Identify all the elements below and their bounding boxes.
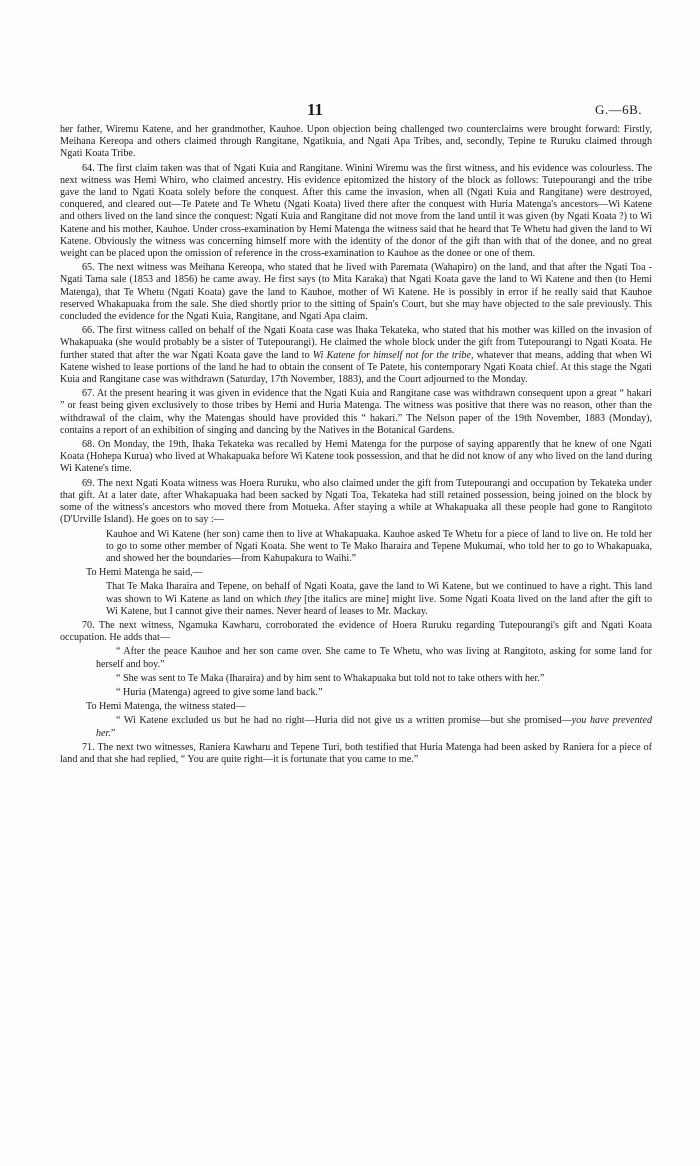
paragraph-q1: [60, 529, 652, 566]
paragraph-text: , whatever that means, adding that when Wi Katene wished to lease portions of the land he had to obtain the consent of Te Patete, his contemporary Ngati Koata chief. At this stage the Ngati Kuia and Rangitane case was withdrawn (Saturday, 17th November, 1883), and the Court adjourned to the Monday.: [60, 349, 653, 386]
paragraph-text: “ She was sent to Te Maka (Iharaira) and by him sent to Whakapuaka but told not to take others with her.”: [116, 672, 545, 684]
paragraph-q4: [60, 673, 652, 685]
paragraph-text: 66. The first witness called on behalf of the Ngati Koata case was Ihaka Tekateka, who stated that his mother was killed on the invasion of Whakapuaka (she would probably be a sister of Tutepourangi). He claimed the whole block under the gift from Tutepourangi to Ngati Koata. He further stated that after the war Ngati Koata gave the land to: [60, 325, 652, 361]
paragraph-text: 64. The first claim taken was that of Ngati Kuia and Rangitane. Winini Wiremu was the first witness, and his evidence was colourless. The next witness was Hemi Whiro, who claimed ancestry. His evidence epitomized the history of the block as follows: Tutepourangi and the tribe gave the land to Ngati Koata solely before the conquest. After this came the invasion, when all (Ngati Kuia and Rangitane) were destroyed, conquered, and cleared out—Te Patete and Te Whetu (Ngati Koata) lived there after the conquest with Huria Matenga's ancestors—Wi Katene and others lived on the land since the conquest: Ngati Kuia and Rangitane did not move from the land until it was given (by Ngati Koata ?) to Wi Katene and his mother, Kauhoe. Under cross-examination by Hemi Matenga the witness said that he heard that Te Whetu had given the land to Wi Katene. Obviously the witness was concerning himself more with the identity of the donor of the gift than with that of the donee, and no great weight can be placed upon the omission of reference in the cross-examination to Kauhoe as the donee or one of them.: [60, 162, 652, 260]
paragraph-text: 65. The next witness was Meihana Kereopa, who stated that he lived with Paremata (Wahapiro) on the land, and that after the Ngati Toa - Ngati Tama sale (1853 and 1856) he came away. He first says (to Mita Karaka) that Ngati Koata gave the land to Wi Katene and then (to Hemi Matenga), that Te Whetu (Ngati Koata) gave the land to Kauhoe, mother of Wi Katene. He is possibly in error if he really said that Kauhoe reserved Whakapuaka from the sale. She died shortly prior to the sitting of Spain's Court, but she may have objected to the sale previously. This concluded the evidence for the Ngati Kuia, Rangitane, and Ngati Apa claim.: [60, 262, 652, 323]
italic-text: you have prevented her.: [96, 715, 652, 739]
paragraph-q2: [60, 581, 652, 618]
paragraph-text: 67. At the present hearing it was given in evidence that the Ngati Kuia and Rangitane case was withdrawn consequent upon a great “ hakari ” or feast being given exclusively to those tribes by Hemi and Huria Matenga. The witness was positive that there was no reason, other than the withdrawal of the claim, why the Matengas should have provided this “ hakari.” The Nelson paper of the 19th November, 1883 (Monday), contains a report of an exhibition of singing and dancing by the Natives in the Botanical Gardens.: [60, 388, 652, 436]
paragraph-text: That Te Maka Iharaira and Tepene, on behalf of Ngati Koata, gave the land to Wi Katene, but we continued to have a right. This land was shown to Wi Katene as land on which: [106, 581, 652, 605]
paragraph-p68: [60, 439, 652, 476]
paragraph-p66: [60, 325, 652, 386]
italic-text: they: [284, 593, 302, 605]
paragraph-text: 71. The next two witnesses, Raniera Kawharu and Tepene Turi, both testified that Huria Matenga had been asked by Raniera for a piece of land and that she had replied, “ You are quite right—it is fortunate that you came to me.”: [60, 741, 652, 765]
paragraph-text: Kauhoe and Wi Katene (her son) came then to live at Whakapuaka. Kauhoe asked Te Whetu for a piece of land to live on. He told her to go to some other member of Ngati Koata. She went to Te Mako Iharaira and Tepene Mukumai, who told her to go to Whakapuaka, and showed her the boundaries—from Kahupakura to Waihi.”: [106, 528, 652, 564]
paragraph-text: “ Huria (Matenga) agreed to give some land back.”: [116, 686, 323, 698]
paragraph-text: 68. On Monday, the 19th, Ihaka Tekateka was recalled by Hemi Matenga for the purpose of saying apparently that he knew of one Ngati Koata (Hohepa Kurua) who lived at Whakapuaka before Wi Katene took possession, and that he did not know of any who lived on the land during Wi Katene's time.: [60, 439, 652, 475]
paragraph-p70: [60, 620, 652, 644]
paragraph-text: 70. The next witness, Ngamuka Kawharu, corroborated the evidence of Hoera Ruruku regarding Tutepourangi's gift and Ngati Koata occupation. He adds that—: [60, 619, 652, 644]
paragraph-text: To Hemi Matenga, the witness stated—: [86, 701, 246, 713]
paragraph-p0: [60, 124, 652, 161]
italic-text: Wi Katene for himself not for the tribe: [312, 349, 471, 361]
paragraph-q5: [60, 687, 652, 699]
paragraph-text: “ Wi Katene excluded us but he had no right—Huria did not give us a written promise—but she promised—: [116, 715, 572, 727]
document-reference: G.—6B.: [594, 102, 642, 117]
paragraph-text: “ After the peace Kauhoe and her son came over. She came to Te Whetu, who was living at Rangitoto, asking for some land for herself and boy.”: [96, 646, 652, 670]
paragraph-t2: [60, 701, 652, 713]
paragraph-text: ”: [110, 727, 116, 739]
paragraph-q6: [60, 715, 652, 739]
paragraph-text: [the italics are mine] might live. Some Ngati Koata lived on the land after the gift to Wi Katene, but I cannot give their names. Never heard of leases to Mr. Mackay.: [106, 593, 652, 617]
paragraph-p69: [60, 478, 652, 527]
paragraph-text: her father, Wiremu Katene, and her grandmother, Kauhoe. Upon objection being challenged two counterclaims were brought forward: Firstly, Meihana Kereopa and others claimed through Rangitane, Ngatikuia, and Ngati Apa Tribes, and, secondly, Tepine te Ruruku claimed through Ngati Koata Tribe.: [60, 124, 652, 160]
paragraph-p71: [60, 742, 652, 766]
paragraph-p67: [60, 388, 652, 437]
page-number: 11: [306, 100, 324, 119]
paragraph-q3: [60, 646, 652, 670]
paragraph-p64: [60, 163, 652, 261]
paragraph-p65: [60, 262, 652, 323]
document-body: [60, 124, 652, 768]
paragraph-text: 69. The next Ngati Koata witness was Hoera Ruruku, who also claimed under the gift from Tutepourangi and occupation by Tekateka under that gift. At a later date, after Whakapuaka had been sacked by Ngati Toa, Tekateka had still retained possession, being joined on the block by some of the witness's ancestors who moved there from Motueka. After staying a while at Whakapuaka all these people had gone to Rangitoto (D'Urville Island). He goes on to say :—: [60, 477, 652, 526]
paragraph-t1: [60, 567, 652, 579]
paragraph-text: To Hemi Matenga he said,—: [86, 567, 203, 579]
